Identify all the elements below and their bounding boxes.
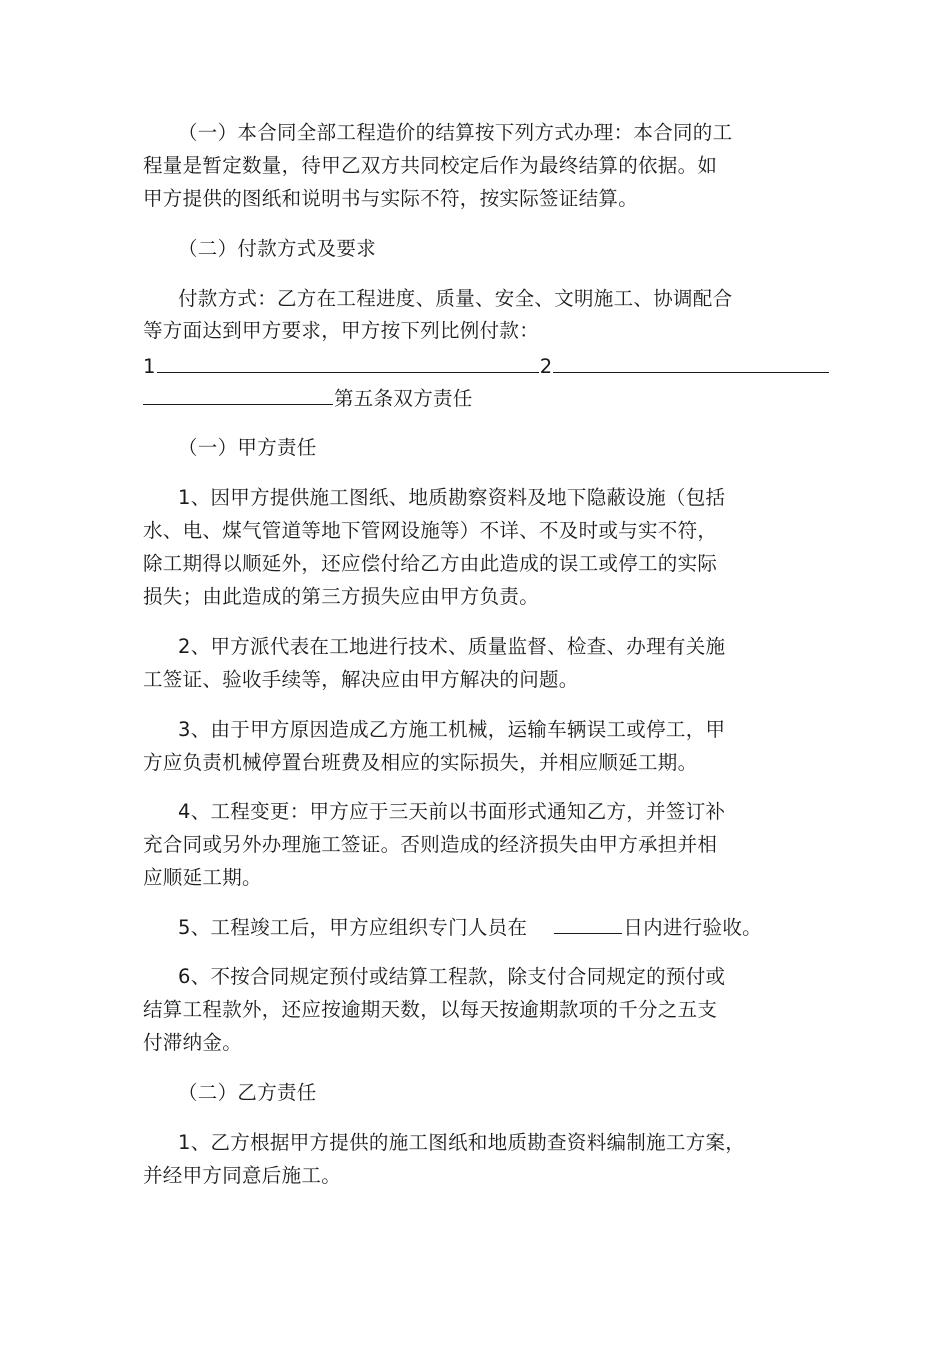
party-a-item-4-line-2: 充合同或另外办理施工签证。否则造成的经济损失由甲方承担并相: [143, 833, 718, 856]
party-a-item-3-line-2: 方应负责机械停置台班费及相应的实际损失，并相应顺延工期。: [143, 751, 698, 774]
article5-title: 第五条双方责任: [334, 387, 473, 410]
party-a-item-1-line-1: 1、因甲方提供施工图纸、地质勘察资料及地下隐蔽设施（包括: [178, 486, 726, 509]
payment-items-line: [143, 354, 830, 380]
payment-line-1: 付款方式：乙方在工程进度、质量、安全、文明施工、协调配合: [178, 287, 733, 310]
payment-line-2: 等方面达到甲方要求，甲方按下列比例付款：: [143, 319, 540, 342]
party-a-item-6-line-1: 6、不按合同规定预付或结算工程款，除支付合同规定的预付或: [178, 965, 726, 988]
payment-item-2-number: 2: [539, 355, 553, 378]
party-a-item-2-line-1: 2、甲方派代表在工地进行技术、质量监督、检查、办理有关施: [178, 635, 726, 658]
party-b-heading: （二）乙方责任: [178, 1081, 317, 1104]
party-a-item-4-line-3: 应顺延工期。: [143, 866, 262, 889]
party-a-item-1-line-2: 水、电、煤气管道等地下管网设施等）不详、不及时或与实不符，: [143, 519, 718, 542]
party-a-item-2-line-2: 工签证、验收手续等，解决应由甲方解决的问题。: [143, 668, 579, 691]
party-a-item-1-line-4: 损失；由此造成的第三方损失应由甲方负责。: [143, 585, 540, 608]
settlement-line-2: 程量是暂定数量，待甲乙双方共同校定后作为最终结算的依据。如: [143, 154, 718, 177]
party-a-item-1-line-3: 除工期得以顺延外，还应偿付给乙方由此造成的误工或停工的实际: [143, 552, 718, 575]
party-b-item-1-line-2: 并经甲方同意后施工。: [143, 1164, 342, 1187]
acceptance-days-blank: [554, 915, 622, 934]
payment-item-2-blank-continued: [143, 386, 333, 405]
settlement-line-3: 甲方提供的图纸和说明书与实际不符，按实际签证结算。: [143, 187, 639, 210]
party-a-item-6-line-3: 付滞纳金。: [143, 1031, 243, 1054]
payment-item-2-blank: [553, 354, 829, 373]
settlement-line-1: （一）本合同全部工程造价的结算按下列方式办理：本合同的工: [178, 121, 733, 144]
party-a-item-6-line-2: 结算工程款外，还应按逾期天数，以每天按逾期款项的千分之五支: [143, 998, 718, 1021]
payment-item-1-number: 1: [143, 355, 156, 378]
party-a-item-5-before: 5、工程竣工后，甲方应组织专门人员在: [178, 916, 528, 939]
payment-item-1-blank: [157, 354, 539, 373]
party-b-item-1-line-1: 1、乙方根据甲方提供的施工图纸和地质勘查资料编制施工方案，: [178, 1131, 746, 1154]
party-a-item-5-after: 日内进行验收。: [623, 916, 762, 939]
payment-heading: （二）付款方式及要求: [178, 237, 377, 260]
party-a-item-3-line-1: 3、由于甲方原因造成乙方施工机械，运输车辆误工或停工，甲: [178, 718, 726, 741]
party-a-item-5-line: [178, 915, 762, 941]
article5-line: [143, 386, 473, 412]
party-a-item-4-line-1: 4、工程变更：甲方应于三天前以书面形式通知乙方，并签订补: [178, 800, 726, 823]
party-a-heading: （一）甲方责任: [178, 436, 317, 459]
